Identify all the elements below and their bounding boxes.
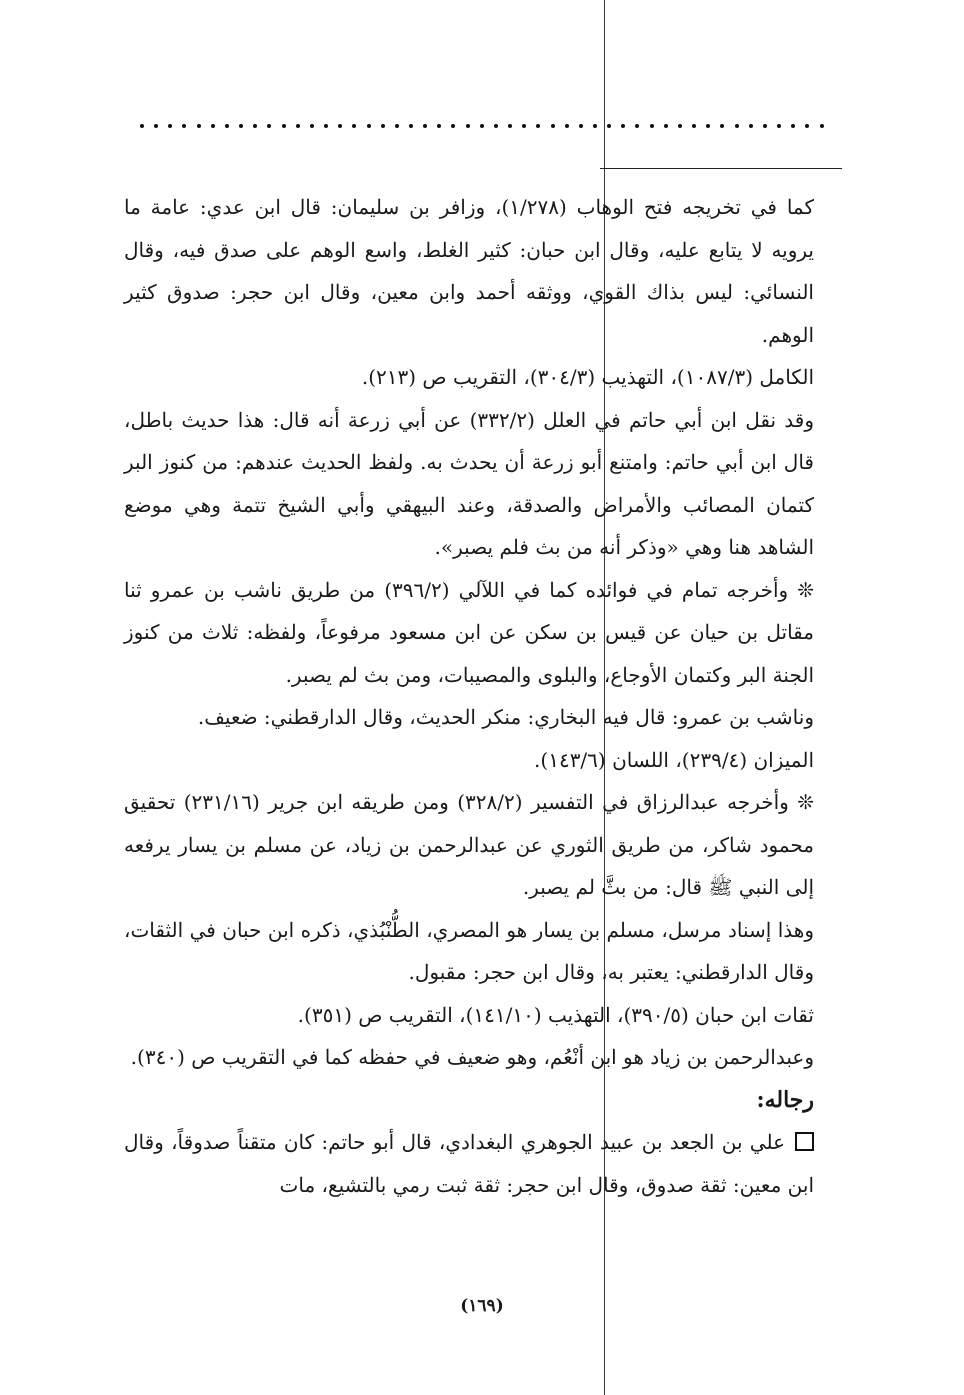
paragraph: ❊ وأخرجه عبدالرزاق في التفسير (٣٢٨/٢) ومن طريقه ابن جرير (٢٣١/١٦) تحقيق محمود شاكر، من طريق الثوري عن عبدالرحمن بن زياد، عن مسلم بن يسار يرفعه إلى النبي ﷺ قال: من بثَّ لم يصبر. — [124, 790, 814, 899]
paragraph: وناشب بن عمرو: قال فيه البخاري: منكر الحديث، وقال الدارقطني: ضعيف. — [197, 705, 814, 729]
separator-dot — [395, 124, 399, 128]
separator-dot — [565, 124, 569, 128]
separator-dot — [451, 124, 455, 128]
separator-dot — [664, 124, 668, 128]
separator-dot — [324, 124, 328, 128]
square-bullet-icon — [795, 1132, 814, 1151]
separator-dot — [409, 124, 413, 128]
separator-dot — [182, 124, 186, 128]
page-number: (١٦٩) — [460, 1296, 504, 1316]
separator-dot — [720, 124, 724, 128]
separator-dot — [423, 124, 427, 128]
separator-dot — [197, 124, 201, 128]
paragraph: وعبدالرحمن بن زياد هو ابن أنْعُم، وهو ضعيف في حفظه كما في التقريب ص (٣٤٠). — [130, 1045, 814, 1069]
separator-dot — [551, 124, 555, 128]
separator-dot — [820, 124, 824, 128]
dotted-separator — [140, 118, 824, 134]
separator-dot — [635, 124, 639, 128]
separator-dot — [267, 124, 271, 128]
separator-dot — [692, 124, 696, 128]
separator-dot — [791, 124, 795, 128]
separator-dot — [579, 124, 583, 128]
separator-dot — [536, 124, 540, 128]
separator-dot — [650, 124, 654, 128]
separator-dot — [480, 124, 484, 128]
narrator-text: علي بن الجعد بن عبيد الجوهري البغدادي، قال أبو حاتم: كان متقناً صدوقاً، وقال ابن معين: ثقة صدوق، وقال ابن حجر: ثقة ثبت رمي بالتشيع، مات — [124, 1130, 814, 1197]
separator-dot — [296, 124, 300, 128]
separator-dot — [522, 124, 526, 128]
paragraph: ثقات ابن حبان (٣٩٠/٥)، التهذيب (١٤١/١٠)، التقريب ص (٣٥١). — [297, 1002, 814, 1027]
separator-dot — [140, 124, 144, 128]
separator-dot — [777, 124, 781, 128]
paragraph: وقد نقل ابن أبي حاتم في العلل (٣٣٢/٢) عن أبي زرعة أنه قال: هذا حديث باطل، قال ابن أبي حاتم: وامتنع أبو زرعة أن يحدث به. ولفظ الحديث عندهم: من كنوز البر كتمان المصائب والأمراض والصدقة، وعند البيهقي وأبي الشيخ تتمة وهي موضع الشاهد هنا وهي «وذكر أنه من بث فلم يصبر». — [124, 407, 815, 559]
separator-dot — [282, 124, 286, 128]
separator-dot — [352, 124, 356, 128]
separator-dot — [593, 124, 597, 128]
paragraph: وهذا إسناد مرسل، مسلم بن يسار هو المصري، الطُّنْبُذي، ذكره ابن حبان في الثقات، وقال الدارقطني: يعتبر به، وقال ابن حجر: مقبول. — [124, 917, 814, 984]
separator-dot — [678, 124, 682, 128]
separator-dot — [437, 124, 441, 128]
separator-dot — [805, 124, 809, 128]
separator-dot — [621, 124, 625, 128]
paragraph: كما في تخريجه فتح الوهاب (١/٢٧٨)، وزافر بن سليمان: قال ابن عدي: عامة ما يرويه لا يتابع عليه، وقال ابن حبان: كثير الغلط، واسع الوهم على صدق فيه، وقال النسائي: ليس بذاك القوي، ووثقه أحمد وابن معين، وقال ابن حجر: صدوق كثير الوهم. — [124, 195, 815, 347]
separator-dot — [508, 124, 512, 128]
separator-dot — [211, 124, 215, 128]
separator-dot — [239, 124, 243, 128]
separator-dot — [310, 124, 314, 128]
paragraph: ❊ وأخرجه تمام في فوائده كما في اللآلي (٣٩٦/٢) من طريق ناشب بن عمرو ثنا مقاتل بن حيان عن قيس بن سكن عن ابن مسعود مرفوعاً، ولفظه: ثلاث من كنوز الجنة البر وكتمان الأوجاع، والبلوى والمصيبات، ومن بث لم يصبر. — [124, 577, 814, 687]
page-text — [124, 186, 814, 1206]
separator-dot — [607, 124, 611, 128]
separator-dot — [253, 124, 257, 128]
section-heading: رجاله: — [756, 1086, 814, 1113]
separator-dot — [168, 124, 172, 128]
paragraph: الميزان (٢٣٩/٤)، اللسان (١٤٣/٦). — [534, 747, 814, 772]
separator-dot — [381, 124, 385, 128]
separator-dot — [338, 124, 342, 128]
separator-dot — [225, 124, 229, 128]
separator-dot — [749, 124, 753, 128]
separator-dot — [466, 124, 470, 128]
separator-dot — [735, 124, 739, 128]
separator-dot — [494, 124, 498, 128]
separator-dot — [154, 124, 158, 128]
separator-dot — [706, 124, 710, 128]
narrator-paragraph — [124, 1121, 814, 1206]
paragraph: الكامل (١٠٨٧/٣)، التهذيب (٣٠٤/٣)، التقريب ص (٢١٣). — [361, 365, 814, 389]
separator-dot — [763, 124, 767, 128]
separator-dot — [367, 124, 371, 128]
footnote-rule — [600, 168, 842, 169]
